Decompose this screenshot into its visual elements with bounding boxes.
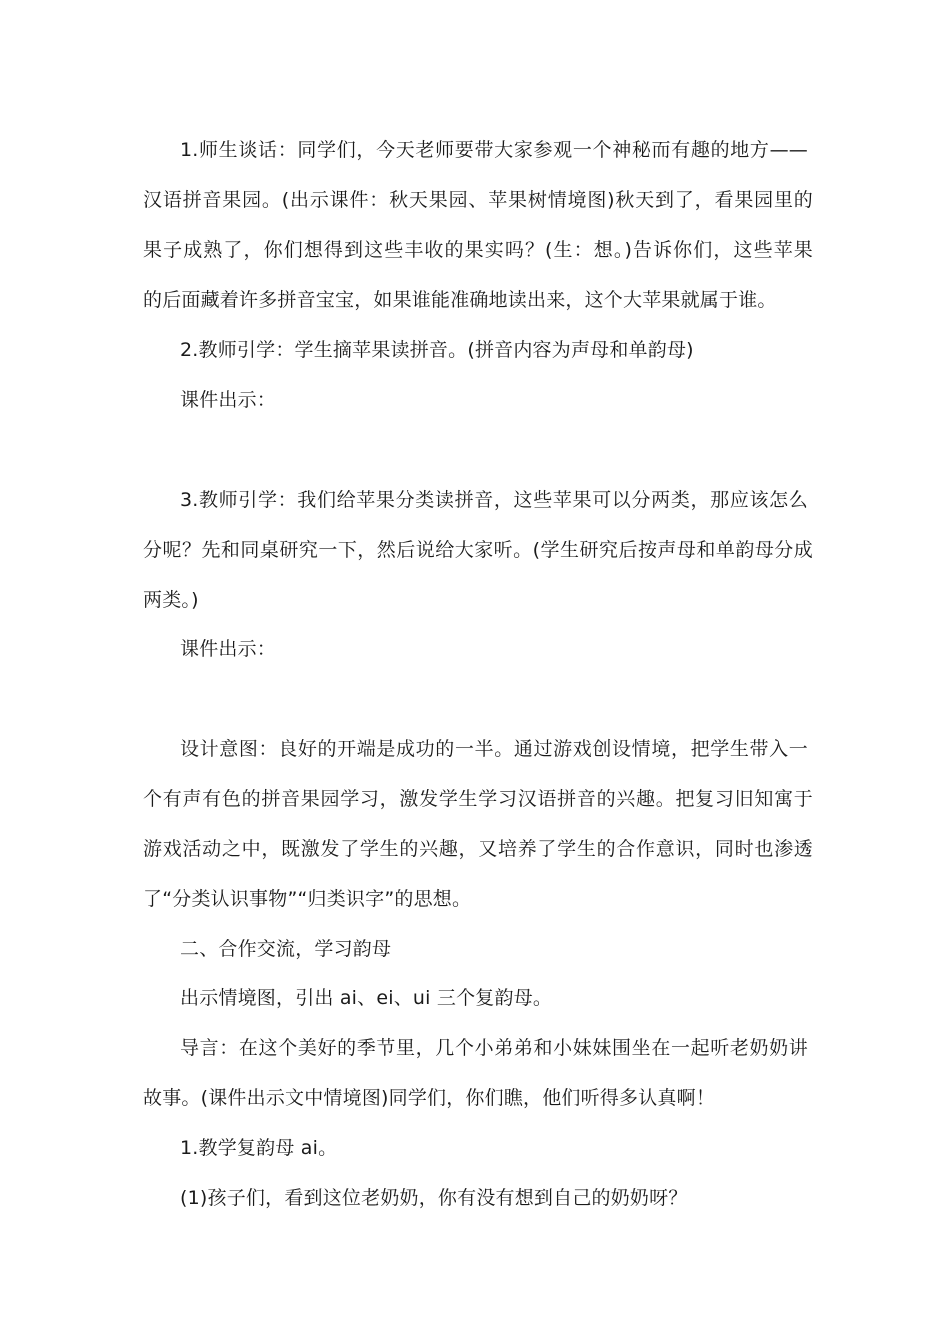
paragraph-1-line-1: 1.师生谈话：同学们，今天老师要带大家参观一个神秘而有趣的地方—— [180,139,808,161]
paragraph-6-line-2: 个有声有色的拼音果园学习，激发学生学习汉语拼音的兴趣。把复习旧知寓于 [143,788,813,810]
paragraph-11: (1)孩子们，看到这位老奶奶，你有没有想到自己的奶奶呀？ [180,1187,688,1209]
paragraph-9-line-1: 导言：在这个美好的季节里，几个小弟弟和小妹妹围坐在一起听老奶奶讲 [180,1037,808,1059]
paragraph-1-line-4: 的后面藏着许多拼音宝宝，如果谁能准确地读出来，这个大苹果就属于谁。 [143,289,777,311]
paragraph-5-courseware-label: 课件出示： [180,638,277,660]
paragraph-6-line-4: 了“分类认识事物”“归类识字”的思想。 [143,888,472,910]
paragraph-4-line-2: 分呢？先和同桌研究一下，然后说给大家听。(学生研究后按声母和单韵母分成 [143,539,813,561]
paragraph-8: 出示情境图，引出 ai、ei、ui 三个复韵母。 [180,987,553,1009]
paragraph-9-line-2: 故事。(课件出示文中情境图)同学们，你们瞧，他们听得多认真啊！ [143,1087,716,1109]
paragraph-3-courseware-label: 课件出示： [180,389,277,411]
paragraph-4-line-3: 两类。) [143,589,199,611]
paragraph-4-line-1: 3.教师引学：我们给苹果分类读拼音，这些苹果可以分两类，那应该怎么 [180,489,808,511]
paragraph-10: 1.教学复韵母 ai。 [180,1137,338,1159]
paragraph-6-line-1: 设计意图：良好的开端是成功的一半。通过游戏创设情境，把学生带入一 [180,738,808,760]
paragraph-1-line-2: 汉语拼音果园。(出示课件：秋天果园、苹果树情境图)秋天到了，看果园里的 [143,189,813,211]
paragraph-2: 2.教师引学：学生摘苹果读拼音。(拼音内容为声母和单韵母) [180,339,694,361]
section-heading: 二、合作交流，学习韵母 [180,938,392,960]
paragraph-6-line-3: 游戏活动之中，既激发了学生的兴趣，又培养了学生的合作意识，同时也渗透 [143,838,813,860]
paragraph-1-line-3: 果子成熟了，你们想得到这些丰收的果实吗？(生：想。)告诉你们，这些苹果 [143,239,813,261]
